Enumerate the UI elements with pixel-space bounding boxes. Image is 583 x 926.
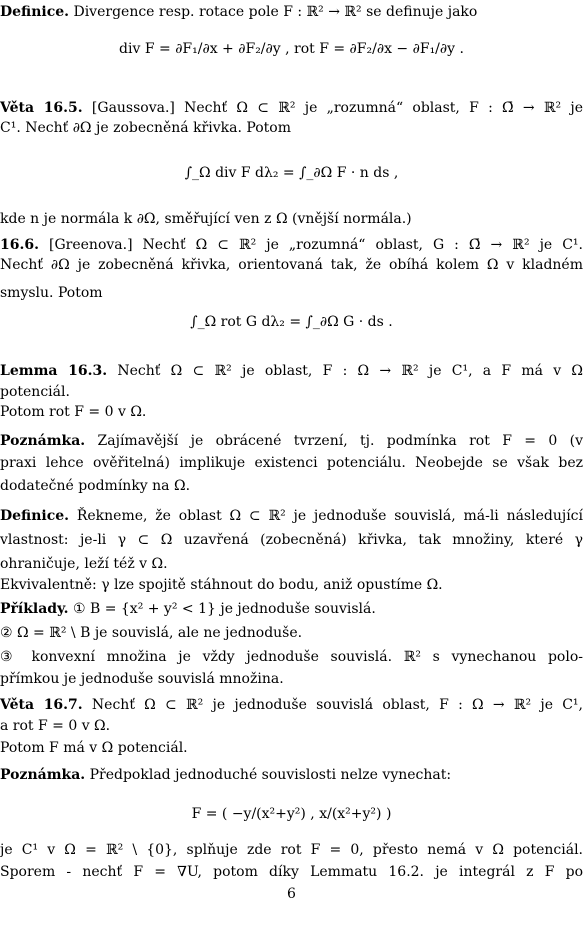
line-text: Zajímavější je obrácené tvrzení, tj. podmínka rot F = 0 (v — [97, 433, 583, 449]
text-line — [0, 842, 583, 858]
text-line — [0, 577, 583, 593]
line-text: Nechť Ω ⊂ ℝ² je oblast, F : Ω → ℝ² je C¹, a F má v Ω — [117, 363, 583, 379]
line-text: potenciál. — [0, 384, 70, 400]
paragraph-label: Poznámka. — [0, 767, 86, 783]
line-text: ① B = {x² + y² < 1} je jednoduše souvislá. — [72, 601, 376, 617]
text-line — [0, 404, 583, 420]
line-text: Potom F má v Ω potenciál. — [0, 740, 188, 756]
line-text: Nechť ∂Ω je zobecněná křivka, orientovaná tak, že obíhá kolem Ω v kladném — [0, 257, 583, 273]
line-text: smyslu. Potom — [0, 285, 103, 301]
line-text: Řekneme, že oblast Ω ⊂ ℝ² je jednoduše souvislá, má-li následující — [76, 508, 583, 524]
line-text: [Greenova.] Nechť Ω ⊂ ℝ² je „rozumná“ oblast, G : Ω̄ → ℝ² je C¹. — [49, 237, 583, 253]
text-line — [0, 257, 583, 273]
paragraph-label: Poznámka. — [0, 433, 86, 449]
paragraph-label: Věta 16.7. — [0, 697, 83, 713]
line-text: Předpoklad jednoduché souvislosti nelze vynechat: — [89, 767, 452, 783]
display-formula: F = ( −y/(x²+y²) , x/(x²+y²) ) — [191, 806, 392, 822]
text-line — [0, 384, 583, 400]
line-text: ② Ω = ℝ² \ B je souvislá, ale ne jednoduše. — [0, 625, 303, 641]
text-line — [0, 625, 583, 641]
line-text: vlastnost: je-li γ ⊂ Ω uzavřená (zobecněná) křivka, tak množiny, které γ — [0, 532, 583, 548]
line-text: přímkou je jednoduše souvislá množina. — [0, 671, 284, 687]
line-text: C¹. Nechť ∂Ω je zobecněná křivka. Potom — [0, 120, 291, 136]
text-line — [0, 120, 583, 136]
line-text: a rot F = 0 v Ω. — [0, 718, 111, 734]
text-line — [0, 767, 583, 783]
text-line — [0, 478, 583, 494]
line-text: Sporem - nechť F = ∇U, potom díky Lemmatu 16.2. je integrál z F po — [0, 864, 583, 880]
text-line — [0, 671, 583, 687]
display-formula: div F = ∂F₁/∂x + ∂F₂/∂y , rot F = ∂F₂/∂x − ∂F₁/∂y . — [119, 41, 464, 57]
line-text: Divergence resp. rotace pole F : ℝ² → ℝ² se definuje jako — [73, 4, 478, 20]
text-line — [0, 4, 583, 20]
paragraph-label: Věta 16.5. — [0, 100, 83, 116]
paragraph-label: Příklady. — [0, 601, 69, 617]
line-text: ③ konvexní množina je vždy jednoduše souvislá. ℝ² s vynechanou polo- — [0, 649, 583, 665]
text-line — [0, 864, 583, 880]
text-line — [0, 649, 583, 665]
page-number: 6 — [287, 886, 296, 902]
text-line — [0, 455, 583, 471]
line-text: ohraničuje, leží též v Ω. — [0, 556, 168, 572]
paragraph-label: Definice. — [0, 508, 70, 524]
text-line — [0, 433, 583, 449]
display-formula: ∫_Ω rot G dλ₂ = ∫_∂Ω G · ds . — [190, 314, 393, 330]
text-line — [0, 556, 583, 572]
line-text: dodatečné podmínky na Ω. — [0, 478, 191, 494]
text-line — [0, 211, 583, 227]
text-line — [0, 237, 583, 253]
paragraph-label: Lemma 16.3. — [0, 363, 108, 379]
line-text: praxi lehce ověřitelná) implikuje existenci potenciálu. Neobejde se však bez — [0, 455, 583, 471]
text-line — [0, 532, 583, 548]
paragraph-label: Definice. — [0, 4, 70, 20]
line-text: Nechť Ω ⊂ ℝ² je jednoduše souvislá oblast, F : Ω → ℝ² je C¹, — [91, 697, 583, 713]
line-text: je C¹ v Ω = ℝ² \ {0}, splňuje zde rot F = 0, přesto nemá v Ω potenciál. — [0, 842, 583, 858]
text-line — [0, 508, 583, 524]
display-formula: ∫_Ω div F dλ₂ = ∫_∂Ω F · n ds , — [184, 165, 399, 181]
line-text: Ekvivalentně: γ lze spojitě stáhnout do bodu, aniž opustíme Ω. — [0, 577, 443, 593]
text-line — [0, 363, 583, 379]
text-line — [0, 100, 583, 116]
line-text: Potom rot F = 0 v Ω. — [0, 404, 147, 420]
paragraph-label: 16.6. — [0, 237, 39, 253]
line-text: [Gaussova.] Nechť Ω ⊂ ℝ² je „rozumná“ oblast, F : Ω̄ → ℝ² je — [91, 100, 583, 116]
text-line — [0, 718, 583, 734]
text-line — [0, 285, 583, 301]
text-line — [0, 601, 583, 617]
text-line — [0, 740, 583, 756]
text-line — [0, 697, 583, 713]
line-text: kde n je normála k ∂Ω, směřující ven z Ω (vnější normála.) — [0, 211, 412, 227]
